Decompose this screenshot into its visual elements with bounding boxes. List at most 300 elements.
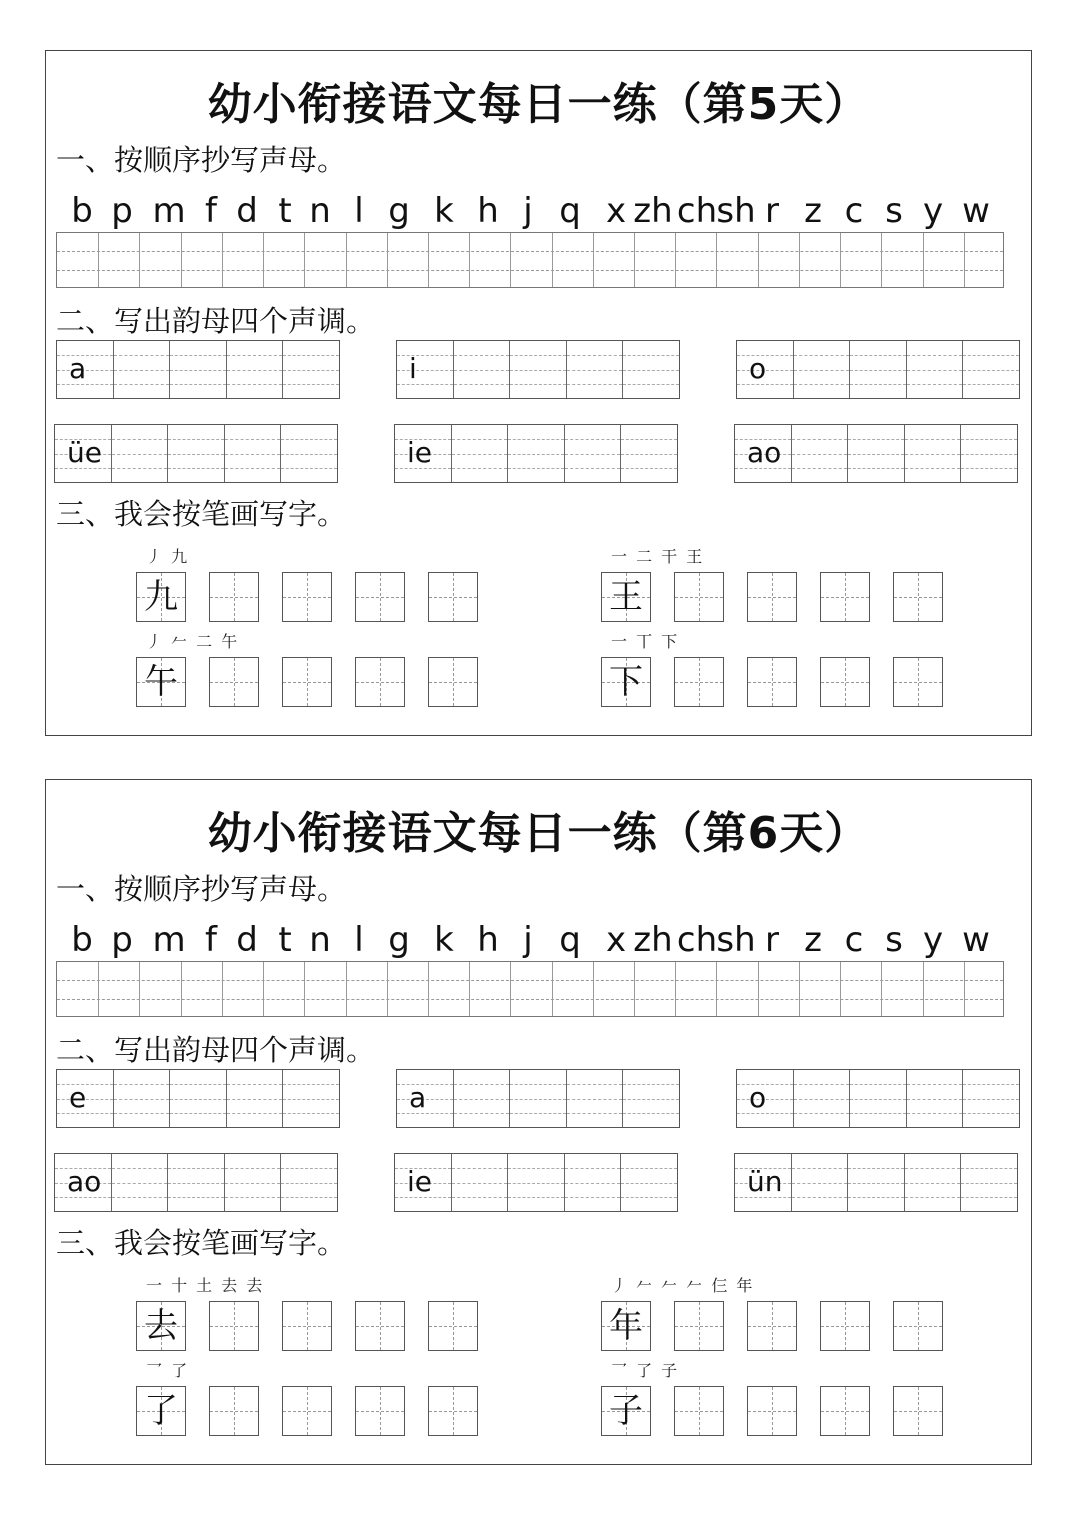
guide-line (283, 1084, 339, 1085)
tone-write-cell[interactable] (904, 1154, 961, 1211)
guide-line (850, 1084, 906, 1085)
guide-line (792, 1183, 848, 1184)
tone-write-cell[interactable] (564, 425, 621, 482)
grid-line (57, 270, 1003, 271)
final-label: ao (747, 436, 782, 469)
worksheet-title: 幼小衔接语文每日一练（第6天） (207, 808, 870, 859)
writing-box[interactable] (355, 657, 405, 707)
guide-line (675, 1411, 723, 1412)
guide-line (621, 468, 677, 469)
grid-divider (716, 233, 717, 287)
initial-letter: l (354, 920, 364, 960)
stroke-order-hint: 丿 九 (146, 547, 190, 566)
writing-box[interactable] (355, 1386, 405, 1436)
writing-box[interactable] (893, 572, 943, 622)
writing-box[interactable] (820, 572, 870, 622)
initial-letter: q (559, 920, 581, 960)
grid-divider (139, 962, 140, 1016)
initial-letter: j (523, 191, 533, 231)
guide-line (508, 468, 564, 469)
section1-heading: 一、按顺序抄写声母。 (56, 872, 347, 906)
tone-write-cell[interactable] (847, 1154, 904, 1211)
model-character: 了 (144, 1391, 178, 1431)
grid-divider (881, 962, 882, 1016)
guide-line (748, 597, 796, 598)
final-model-cell (735, 425, 791, 482)
guide-line (227, 1099, 283, 1100)
guide-line (848, 1183, 904, 1184)
grid-divider (428, 962, 429, 1016)
tone-write-cell[interactable] (791, 1154, 848, 1211)
tone-write-cell[interactable] (509, 341, 566, 398)
guide-line (225, 1168, 281, 1169)
final-tone-grid[interactable] (394, 424, 678, 483)
initial-letter: ch (676, 920, 718, 960)
writing-box[interactable] (428, 1386, 478, 1436)
final-tone-grid[interactable] (54, 1153, 338, 1212)
initials-copy-grid[interactable] (56, 232, 1004, 288)
guide-line (114, 1099, 170, 1100)
final-tone-grid[interactable] (56, 1069, 340, 1128)
stroke-practice-row (601, 1360, 946, 1440)
tone-write-cell[interactable] (451, 1154, 508, 1211)
writing-box[interactable] (428, 572, 478, 622)
guide-line (907, 1113, 963, 1114)
model-character-box (136, 1301, 186, 1351)
guide-line (621, 1197, 677, 1198)
tone-write-cell[interactable] (620, 1154, 677, 1211)
guide-line (905, 468, 961, 469)
guide-line (225, 439, 281, 440)
guide-line (565, 1168, 621, 1169)
guide-line (283, 1326, 331, 1327)
guide-line (848, 1197, 904, 1198)
guide-line (792, 468, 848, 469)
guide-line (565, 1183, 621, 1184)
tone-write-cell[interactable] (113, 1070, 170, 1127)
initial-letter: g (388, 920, 410, 960)
guide-line (454, 384, 510, 385)
initial-letter: d (236, 920, 258, 960)
final-tone-grid[interactable] (396, 340, 680, 399)
tone-write-cell[interactable] (906, 341, 963, 398)
guide-line (356, 1326, 404, 1327)
writing-box[interactable] (747, 1301, 797, 1351)
guide-line (114, 355, 170, 356)
guide-line (170, 384, 226, 385)
guide-line (623, 355, 679, 356)
final-label: a (409, 1081, 427, 1114)
tone-write-cell[interactable] (622, 341, 679, 398)
tone-write-cell[interactable] (224, 425, 281, 482)
guide-line (452, 1183, 508, 1184)
guide-line (452, 454, 508, 455)
tone-write-cell[interactable] (960, 1154, 1017, 1211)
guide-line (567, 1113, 623, 1114)
stroke-practice-row (136, 1360, 481, 1440)
guide-line (961, 1197, 1017, 1198)
guide-line (850, 384, 906, 385)
guide-line (283, 597, 331, 598)
tone-write-cell[interactable] (453, 1070, 510, 1127)
initial-letter: z (804, 920, 822, 960)
guide-line (170, 1113, 226, 1114)
final-tone-grid[interactable] (736, 340, 1020, 399)
tone-write-cell[interactable] (960, 425, 1017, 482)
tone-write-cell[interactable] (507, 1154, 564, 1211)
writing-box[interactable] (820, 657, 870, 707)
guide-line (850, 370, 906, 371)
writing-box[interactable] (674, 572, 724, 622)
grid-divider (346, 962, 347, 1016)
final-tone-grid[interactable] (736, 1069, 1020, 1128)
grid-divider (675, 233, 676, 287)
guide-line (281, 439, 337, 440)
guide-line (963, 1113, 1019, 1114)
final-label: o (749, 352, 767, 385)
initial-letter: d (236, 191, 258, 231)
guide-line (508, 454, 564, 455)
writing-box[interactable] (674, 1386, 724, 1436)
initial-letter: b (71, 191, 93, 231)
grid-divider (304, 962, 305, 1016)
tone-write-cell[interactable] (566, 341, 623, 398)
guide-line (227, 355, 283, 356)
tone-write-cell[interactable] (622, 1070, 679, 1127)
writing-box[interactable] (282, 1301, 332, 1351)
guide-line (510, 1113, 566, 1114)
model-character-box (136, 1386, 186, 1436)
initial-letter: sh (716, 920, 756, 960)
tone-write-cell[interactable] (620, 425, 677, 482)
guide-line (848, 1168, 904, 1169)
grid-divider (346, 233, 347, 287)
guide-line (961, 454, 1017, 455)
guide-line (565, 468, 621, 469)
grid-divider (263, 233, 264, 287)
stroke-practice-row (136, 631, 481, 711)
tone-write-cell[interactable] (169, 1070, 226, 1127)
writing-box[interactable] (820, 1301, 870, 1351)
final-tone-grid[interactable] (56, 340, 340, 399)
initial-letter: sh (716, 191, 756, 231)
guide-line (508, 1168, 564, 1169)
grid-line (57, 251, 1003, 252)
final-tone-grid[interactable] (396, 1069, 680, 1128)
tone-write-cell[interactable] (791, 425, 848, 482)
guide-line (748, 1411, 796, 1412)
writing-box[interactable] (355, 1301, 405, 1351)
grid-divider (758, 233, 759, 287)
guide-line (623, 370, 679, 371)
final-label: a (69, 352, 87, 385)
grid-line (57, 999, 1003, 1000)
writing-box[interactable] (747, 657, 797, 707)
stroke-order-hint: 一 丅 下 (611, 632, 680, 651)
guide-line (621, 1168, 677, 1169)
guide-line (894, 597, 942, 598)
grid-divider (716, 962, 717, 1016)
grid-divider (263, 962, 264, 1016)
tone-write-cell[interactable] (793, 1070, 850, 1127)
model-character-box (601, 1301, 651, 1351)
guide-line (210, 1411, 258, 1412)
final-tone-grid[interactable] (734, 424, 1018, 483)
writing-box[interactable] (893, 1386, 943, 1436)
initial-letter: f (205, 920, 217, 960)
writing-box[interactable] (747, 1386, 797, 1436)
writing-box[interactable] (893, 1301, 943, 1351)
guide-line (114, 384, 170, 385)
guide-line (283, 355, 339, 356)
writing-box[interactable] (747, 572, 797, 622)
initial-letter: s (885, 191, 903, 231)
writing-box[interactable] (428, 657, 478, 707)
tone-write-cell[interactable] (849, 1070, 906, 1127)
section3-heading: 三、我会按笔画写字。 (56, 1226, 347, 1260)
grid-divider (799, 233, 800, 287)
guide-line (227, 1084, 283, 1085)
writing-box[interactable] (355, 572, 405, 622)
guide-line (454, 355, 510, 356)
grid-divider (634, 962, 635, 1016)
guide-line (283, 384, 339, 385)
guide-line (225, 1197, 281, 1198)
guide-line (225, 1183, 281, 1184)
tone-write-cell[interactable] (113, 341, 170, 398)
tone-write-cell[interactable] (564, 1154, 621, 1211)
writing-box[interactable] (820, 1386, 870, 1436)
guide-line (283, 1113, 339, 1114)
writing-box[interactable] (674, 657, 724, 707)
grid-divider (964, 233, 965, 287)
initial-letter: k (434, 191, 454, 231)
grid-line (57, 980, 1003, 981)
initial-letter: f (205, 191, 217, 231)
tone-write-cell[interactable] (282, 341, 339, 398)
guide-line (168, 454, 224, 455)
guide-line (621, 454, 677, 455)
grid-divider (510, 233, 511, 287)
stroke-order-hint: 乛 了 子 (611, 1361, 680, 1380)
tone-write-cell[interactable] (451, 425, 508, 482)
guide-line (905, 1197, 961, 1198)
final-label: e (69, 1081, 87, 1114)
initial-letter: p (111, 920, 133, 960)
stroke-order-hint: 丿 𠂉 二 午 (146, 632, 240, 651)
initial-letter: n (309, 920, 331, 960)
guide-line (907, 384, 963, 385)
initial-letter: m (152, 920, 186, 960)
writing-box[interactable] (282, 572, 332, 622)
writing-box[interactable] (282, 657, 332, 707)
tone-write-cell[interactable] (167, 1154, 224, 1211)
guide-line (210, 682, 258, 683)
initial-letter: h (477, 920, 499, 960)
guide-line (452, 1168, 508, 1169)
section1-heading: 一、按顺序抄写声母。 (56, 143, 347, 177)
tone-write-cell[interactable] (167, 425, 224, 482)
guide-line (168, 468, 224, 469)
initial-letter: r (765, 920, 779, 960)
guide-line (621, 1183, 677, 1184)
grid-divider (469, 233, 470, 287)
writing-box[interactable] (674, 1301, 724, 1351)
tone-write-cell[interactable] (904, 425, 961, 482)
guide-line (112, 454, 168, 455)
guide-line (454, 1084, 510, 1085)
final-model-cell (397, 341, 453, 398)
tone-write-cell[interactable] (453, 341, 510, 398)
section2-heading: 二、写出韵母四个声调。 (56, 1033, 376, 1067)
grid-divider (758, 962, 759, 1016)
guide-line (283, 682, 331, 683)
guide-line (894, 682, 942, 683)
tone-write-cell[interactable] (282, 1070, 339, 1127)
guide-line (794, 1084, 850, 1085)
guide-line (510, 370, 566, 371)
guide-line (894, 1326, 942, 1327)
initial-letter: n (309, 191, 331, 231)
guide-line (961, 1168, 1017, 1169)
tone-write-cell[interactable] (111, 425, 168, 482)
grid-divider (593, 962, 594, 1016)
guide-line (963, 1084, 1019, 1085)
tone-write-cell[interactable] (226, 1070, 283, 1127)
guide-line (510, 1084, 566, 1085)
guide-line (907, 355, 963, 356)
guide-line (356, 1411, 404, 1412)
tone-write-cell[interactable] (847, 425, 904, 482)
final-tone-grid[interactable] (734, 1153, 1018, 1212)
guide-line (792, 439, 848, 440)
guide-line (565, 1197, 621, 1198)
final-label: ie (407, 1165, 433, 1198)
grid-divider (387, 962, 388, 1016)
final-model-cell (397, 1070, 453, 1127)
writing-box[interactable] (893, 657, 943, 707)
guide-line (112, 1183, 168, 1184)
guide-line (565, 439, 621, 440)
model-character-box (601, 572, 651, 622)
guide-line (510, 384, 566, 385)
guide-line (170, 370, 226, 371)
guide-line (429, 1326, 477, 1327)
final-label: üe (67, 436, 102, 469)
tone-write-cell[interactable] (962, 1070, 1019, 1127)
tone-write-cell[interactable] (849, 341, 906, 398)
guide-line (210, 597, 258, 598)
final-label: ün (747, 1165, 783, 1198)
guide-line (454, 1113, 510, 1114)
initial-letter: l (354, 191, 364, 231)
tone-write-cell[interactable] (280, 425, 337, 482)
guide-line (848, 439, 904, 440)
guide-line (429, 597, 477, 598)
initials-row (56, 918, 1004, 962)
guide-line (170, 1099, 226, 1100)
guide-line (567, 384, 623, 385)
initial-letter: m (152, 191, 186, 231)
model-character: 子 (609, 1391, 643, 1431)
initial-letter: t (278, 191, 292, 231)
model-character-box (136, 657, 186, 707)
initial-letter: zh (633, 920, 673, 960)
guide-line (168, 439, 224, 440)
guide-line (356, 597, 404, 598)
guide-line (961, 468, 1017, 469)
grid-divider (840, 962, 841, 1016)
final-model-cell (737, 341, 793, 398)
grid-divider (98, 962, 99, 1016)
stroke-practice-row (601, 546, 946, 626)
final-model-cell (57, 341, 113, 398)
tone-write-cell[interactable] (280, 1154, 337, 1211)
writing-box[interactable] (428, 1301, 478, 1351)
tone-write-cell[interactable] (962, 341, 1019, 398)
model-character: 午 (144, 662, 178, 702)
tone-write-cell[interactable] (793, 341, 850, 398)
stroke-order-hint: 一 二 干 王 (611, 547, 705, 566)
writing-box[interactable] (209, 657, 259, 707)
stroke-practice-row (601, 1275, 946, 1355)
initial-letter: r (765, 191, 779, 231)
tone-write-cell[interactable] (507, 425, 564, 482)
writing-box[interactable] (282, 1386, 332, 1436)
guide-line (114, 1113, 170, 1114)
grid-divider (840, 233, 841, 287)
guide-line (905, 1183, 961, 1184)
guide-line (510, 1099, 566, 1100)
tone-write-cell[interactable] (111, 1154, 168, 1211)
final-tone-grid[interactable] (394, 1153, 678, 1212)
initial-letter: b (71, 920, 93, 960)
model-character: 九 (144, 577, 178, 617)
writing-box[interactable] (209, 572, 259, 622)
initial-letter: h (477, 191, 499, 231)
guide-line (794, 370, 850, 371)
guide-line (429, 682, 477, 683)
final-model-cell (55, 1154, 111, 1211)
tone-write-cell[interactable] (906, 1070, 963, 1127)
guide-line (792, 454, 848, 455)
grid-divider (181, 962, 182, 1016)
initial-letter: c (844, 191, 864, 231)
guide-line (961, 439, 1017, 440)
guide-line (675, 597, 723, 598)
grid-divider (634, 233, 635, 287)
tone-write-cell[interactable] (566, 1070, 623, 1127)
guide-line (850, 1113, 906, 1114)
writing-box[interactable] (209, 1301, 259, 1351)
final-model-cell (57, 1070, 113, 1127)
guide-line (508, 439, 564, 440)
grid-divider (552, 962, 553, 1016)
tone-write-cell[interactable] (226, 341, 283, 398)
tone-write-cell[interactable] (169, 341, 226, 398)
final-tone-grid[interactable] (54, 424, 338, 483)
guide-line (227, 384, 283, 385)
initials-copy-grid[interactable] (56, 961, 1004, 1017)
guide-line (794, 1113, 850, 1114)
tone-write-cell[interactable] (509, 1070, 566, 1127)
worksheet-day6 (45, 779, 1032, 1465)
guide-line (794, 1099, 850, 1100)
model-character: 去 (144, 1306, 178, 1346)
writing-box[interactable] (209, 1386, 259, 1436)
tone-write-cell[interactable] (224, 1154, 281, 1211)
grid-divider (428, 233, 429, 287)
